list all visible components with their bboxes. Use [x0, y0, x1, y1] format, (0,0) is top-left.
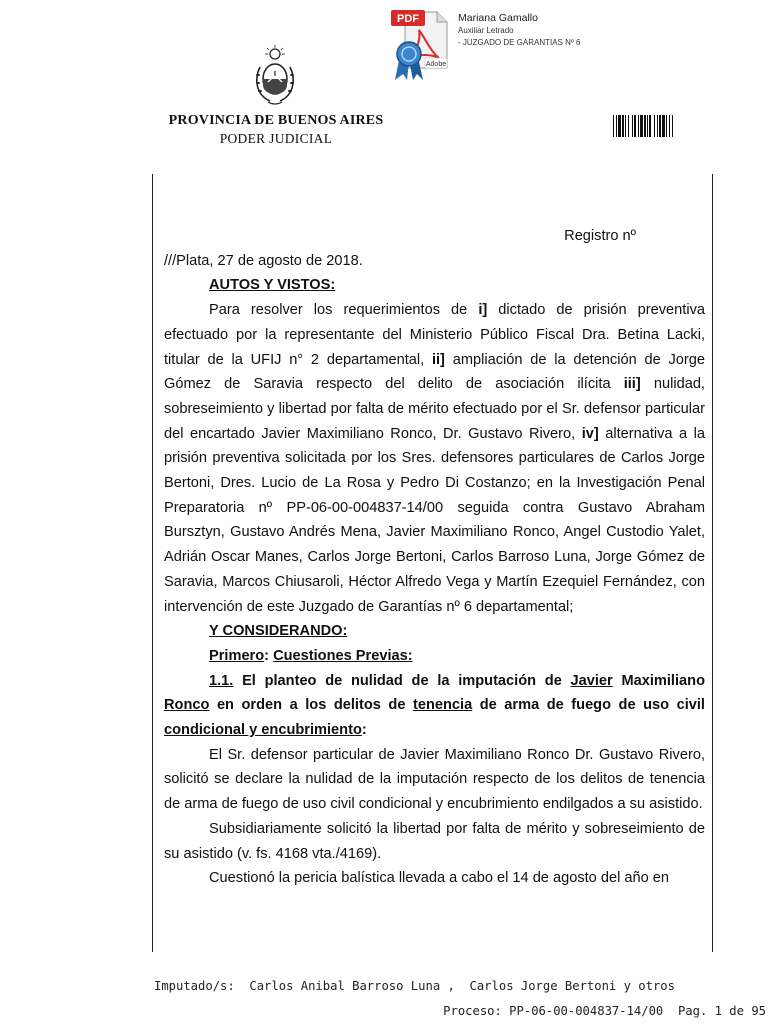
- footer-imputados: Imputado/s: Carlos Anibal Barroso Luna , Carlos Jorge Bertoni y otros: [154, 979, 675, 993]
- svg-text:Adobe: Adobe: [425, 61, 447, 68]
- paragraph-defensor: El Sr. defensor particular de Javier Maximiliano Ronco Dr. Gustavo Rivero, solicitó se declare la nulidad de la imputación respecto de los delitos de tenencia de arma de fuego de uso civil condicional y encubrimiento endilgados a su asistido.: [164, 746, 705, 813]
- page-border-left: [152, 174, 153, 952]
- footer-proceso-page: Proceso: PP-06-00-004837-14/00 Pag. 1 de 95: [443, 1004, 766, 1018]
- province-title: PROVINCIA DE BUENOS AIRES: [168, 113, 384, 128]
- svg-text:PDF: PDF: [397, 13, 419, 25]
- registro-label: Registro nº: [564, 228, 636, 244]
- paragraph-requerimientos: Para resolver los requerimientos de i] dictado de prisión preventiva efectuado por la representante del Ministerio Público Fiscal Dra. Betina Lacki, titular de la UFIJ n° 2 departamental, ii] ampliación de la detención de Jorge Gómez de Saravia respecto del delito de asociación ilícita iii] nulidad, sobreseimiento y libertad por falta de mérito efectuado por el Sr. defensor particular del encartado Javier Maximiliano Ronco, Dr. Gustavo Rivero, iv] alternativa a la prisión preventiva solicitada por los Sres. defensores particulares de Carlos Jorge Bertoni, Dres. Lucio de La Rosa y Pedro Di Costanzo; en la Investigación Penal Preparatoria nº PP-06-00-004837-14/00 seguida contra Gustavo Abraham Bursztyn, Gustavo Andrés Mena, Javier Maximiliano Ronco, Angel Custodio Yalet, Adrián Oscar Manes, Carlos Jorge Bertoni, Carlos Barroso Luna, Jorge Gómez de Saravia, Marcos Chiusaroli, Héctor Alfredo Vega y Martín Ezequiel Fernández, con intervención de este Juzgado de Garantías nº 6 departamental;: [164, 302, 705, 615]
- place-date: ///Plata, 27 de agosto de 2018.: [164, 252, 363, 269]
- signer-name: Mariana Gamallo: [458, 12, 538, 24]
- paragraph-pericia: Cuestionó la pericia balística llevada a cabo el 14 de agosto del año en: [209, 870, 670, 887]
- page-border-right: [712, 174, 713, 952]
- section-heading-considerando: Y CONSIDERANDO:: [209, 623, 348, 640]
- barcode-icon: [613, 115, 707, 137]
- document-body: [164, 224, 705, 891]
- paragraph-subsidiariamente: Subsidiariamente solicitó la libertad por falta de mérito y sobreseimiento de su asistido (v. fs. 4168 vta./4169).: [164, 820, 705, 862]
- coat-of-arms-icon: [252, 45, 298, 107]
- section-heading-autos: AUTOS Y VISTOS:: [209, 277, 336, 294]
- signer-role: Auxiliar Letrado: [458, 26, 514, 35]
- signer-office: - JUZGADO DE GARANTIAS Nº 6: [458, 38, 581, 47]
- subheading-primero: Primero: Cuestiones Previas:: [209, 647, 413, 664]
- subheading-1-1: 1.1. El planteo de nulidad de la imputación de Javier Maximiliano Ronco en orden a los delitos de tenencia de arma de fuego de uso civil condicional y encubrimiento:: [164, 672, 705, 739]
- pdf-certified-ribbon-icon: [391, 8, 453, 80]
- judicial-branch-title: PODER JUDICIAL: [219, 131, 333, 146]
